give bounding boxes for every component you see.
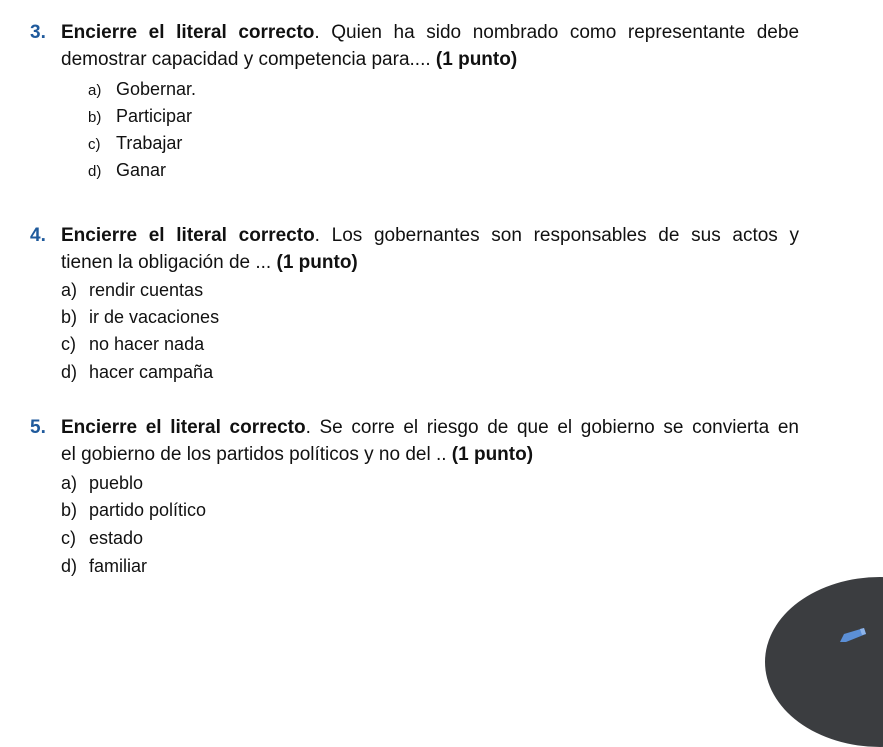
option-text: familiar [89, 556, 148, 576]
question-text: . Quien ha sido nombrado como representante debe [314, 22, 800, 43]
question-points: (1 punto) [435, 49, 518, 70]
answer-option[interactable] [88, 105, 192, 129]
option-letter: d) [88, 163, 102, 180]
question-prompt-line-2 [61, 49, 517, 71]
option-text: Participar [116, 106, 193, 126]
option-text: hacer campaña [89, 362, 214, 382]
option-text: Ganar [116, 160, 167, 180]
option-text: Gobernar. [116, 79, 197, 99]
option-letter: c) [88, 136, 101, 153]
question-prompt-line-1 [61, 417, 799, 439]
answer-option[interactable] [88, 78, 196, 102]
option-letter: a) [61, 473, 78, 493]
option-letter: d) [61, 362, 78, 382]
answer-option[interactable] [61, 361, 213, 383]
question-prompt-line-1 [61, 22, 799, 44]
option-letter: b) [88, 109, 102, 126]
answer-option[interactable] [88, 132, 182, 156]
question-number: 5. [30, 417, 46, 438]
answer-option[interactable] [61, 472, 143, 494]
question-number: 4. [30, 225, 46, 246]
option-letter: b) [61, 500, 78, 520]
question-instruction: Encierre el literal correcto [61, 417, 306, 438]
answer-option[interactable] [61, 279, 203, 301]
answer-option[interactable] [61, 306, 219, 328]
question-instruction: Encierre el literal correcto [61, 22, 315, 43]
option-letter: b) [61, 307, 78, 327]
pencil-icon[interactable] [838, 626, 868, 644]
option-letter: a) [88, 82, 102, 99]
answer-option[interactable] [61, 333, 204, 355]
answer-option[interactable] [61, 499, 206, 521]
question-text: . Se corre el riesgo de que el gobierno se convierta en [305, 417, 799, 438]
question-text: tienen la obligación de ... [61, 252, 272, 273]
option-text: no hacer nada [89, 334, 205, 354]
floating-edit-button[interactable] [765, 577, 883, 747]
option-letter: c) [61, 528, 76, 548]
option-text: rendir cuentas [89, 280, 204, 300]
question-prompt-line-1 [61, 225, 799, 247]
option-text: estado [89, 528, 144, 548]
option-text: ir de vacaciones [89, 307, 220, 327]
question-points: (1 punto) [451, 444, 534, 465]
question-prompt-line-2 [61, 444, 533, 466]
answer-option[interactable] [61, 555, 147, 577]
option-text: pueblo [89, 473, 144, 493]
option-letter: c) [61, 334, 76, 354]
question-number: 3. [30, 22, 46, 43]
question-text: el gobierno de los partidos políticos y no del .. [61, 444, 447, 465]
question-prompt-line-2 [61, 252, 358, 274]
option-text: Trabajar [116, 133, 183, 153]
question-text: demostrar capacidad y competencia para.... [61, 49, 431, 70]
option-letter: a) [61, 280, 78, 300]
answer-option[interactable] [88, 159, 166, 183]
option-text: partido político [89, 500, 207, 520]
question-text: . Los gobernantes son responsables de sus actos y [314, 225, 799, 246]
question-instruction: Encierre el literal correcto [61, 225, 315, 246]
question-points: (1 punto) [276, 252, 358, 273]
option-letter: d) [61, 556, 78, 576]
answer-option[interactable] [61, 527, 143, 549]
